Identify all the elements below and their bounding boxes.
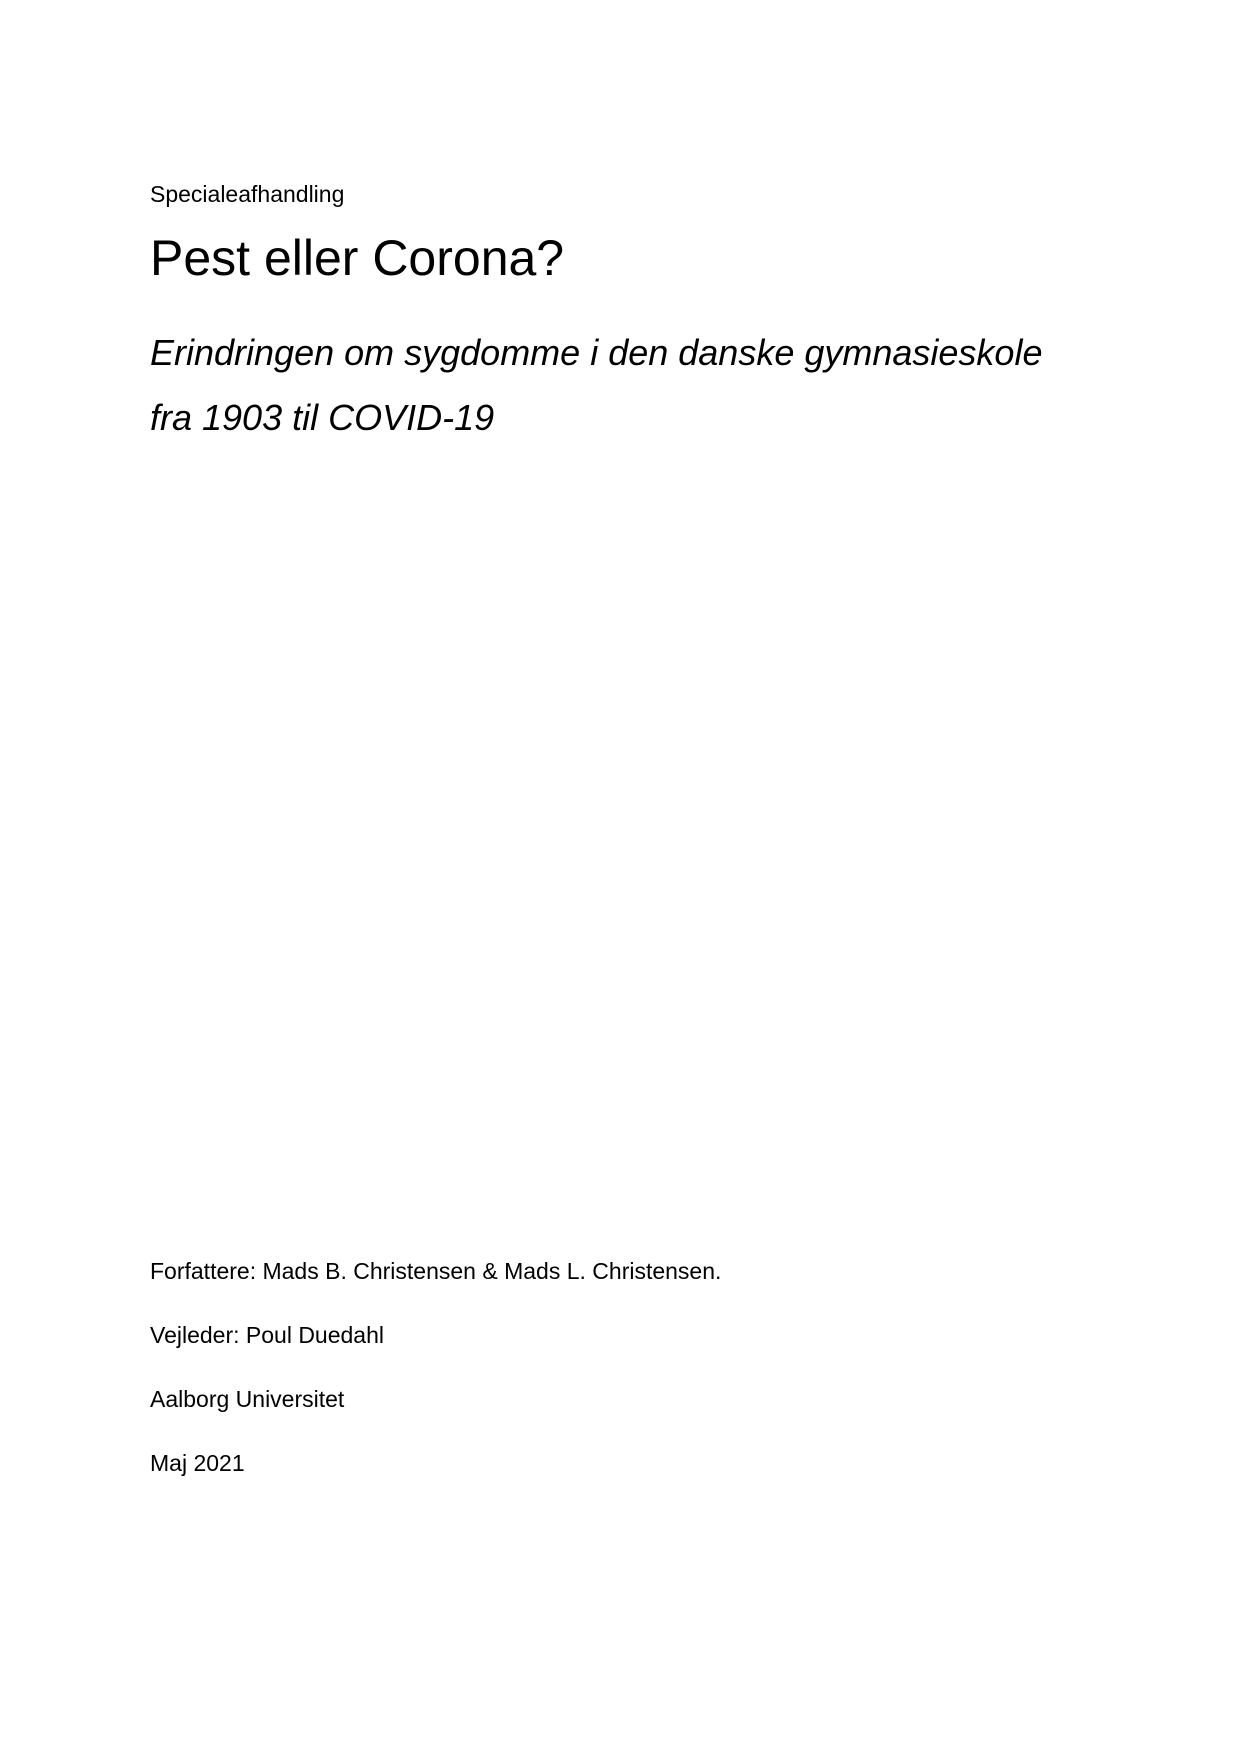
document-meta <box>150 1257 721 1513</box>
subtitle-line-2: fra 1903 til COVID-19 <box>150 397 495 438</box>
authors-line: Forfattere: Mads B. Christensen & Mads L. Christensen. <box>150 1258 722 1284</box>
date-line: Maj 2021 <box>150 1450 245 1476</box>
supervisor-line: Vejleder: Poul Duedahl <box>150 1322 384 1348</box>
document-type-label: Specialeafhandling <box>150 181 345 207</box>
document-subtitle <box>150 320 1042 450</box>
document-title: Pest eller Corona? <box>150 230 565 286</box>
university-line: Aalborg Universitet <box>150 1386 345 1412</box>
subtitle-line-1: Erindringen om sygdomme i den danske gymnasieskole <box>150 332 1043 373</box>
